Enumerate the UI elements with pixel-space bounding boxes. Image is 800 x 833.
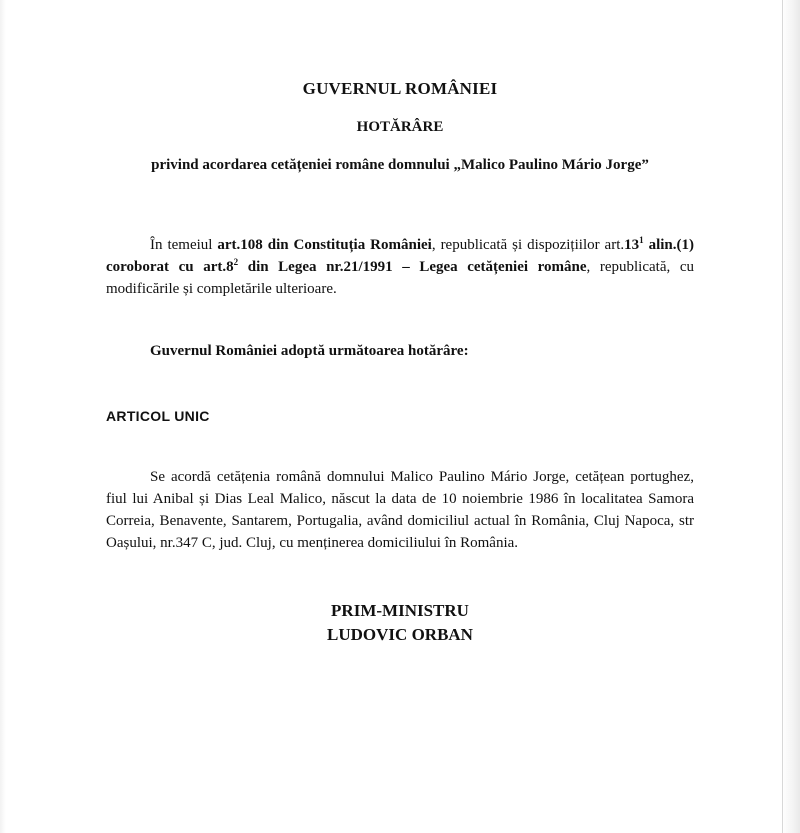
legal-basis-law: din Legea nr.21/1991 – Legea cetățeniei române <box>238 259 587 275</box>
document-title: GUVERNUL ROMÂNIEI <box>302 79 498 98</box>
legal-basis-paragraph <box>106 234 694 300</box>
document-regarding: privind acordarea cetățeniei române domnului „Malico Paulino Mário Jorge” <box>151 157 649 173</box>
legal-basis-sup-1: 1 <box>639 235 644 245</box>
signature-name: LUDOVIC ORBAN <box>327 625 473 644</box>
adopts-statement: Guvernul României adoptă următoarea hotărâre: <box>150 343 469 359</box>
legal-basis-text-2: , republicată și dispozițiilor art. <box>431 237 625 253</box>
legal-basis-constitution: art.108 din Constituția României <box>217 237 432 253</box>
article-heading: ARTICOL UNIC <box>106 408 210 424</box>
legal-basis-article-13: 13 <box>624 237 640 253</box>
signature-role: PRIM-MINISTRU <box>331 601 469 620</box>
article-text: Se acordă cetățenia română domnului Malico Paulino Mário Jorge, cetățean portughez, fiul lui Anibal și Dias Leal Malico, născut la data de 10 noiembrie 1986 în localitatea Samora Correia, Benavente, Santarem, Portugalia, având domiciliul actual în România, Cluj Napoca, str Oașului, nr.347 C, jud. Cluj, cu menținerea domiciliului în România. <box>106 469 694 551</box>
document-subtitle: HOTĂRÂRE <box>356 119 444 135</box>
legal-basis-alin: alin.(1) coroborat cu art.8 <box>106 237 695 275</box>
legal-basis-sup-2: 2 <box>233 257 239 267</box>
legal-basis-text-1: În temeiul <box>150 237 218 253</box>
legal-basis-text-3: , republicată, cu modificările și completările ulterioare. <box>106 259 694 297</box>
